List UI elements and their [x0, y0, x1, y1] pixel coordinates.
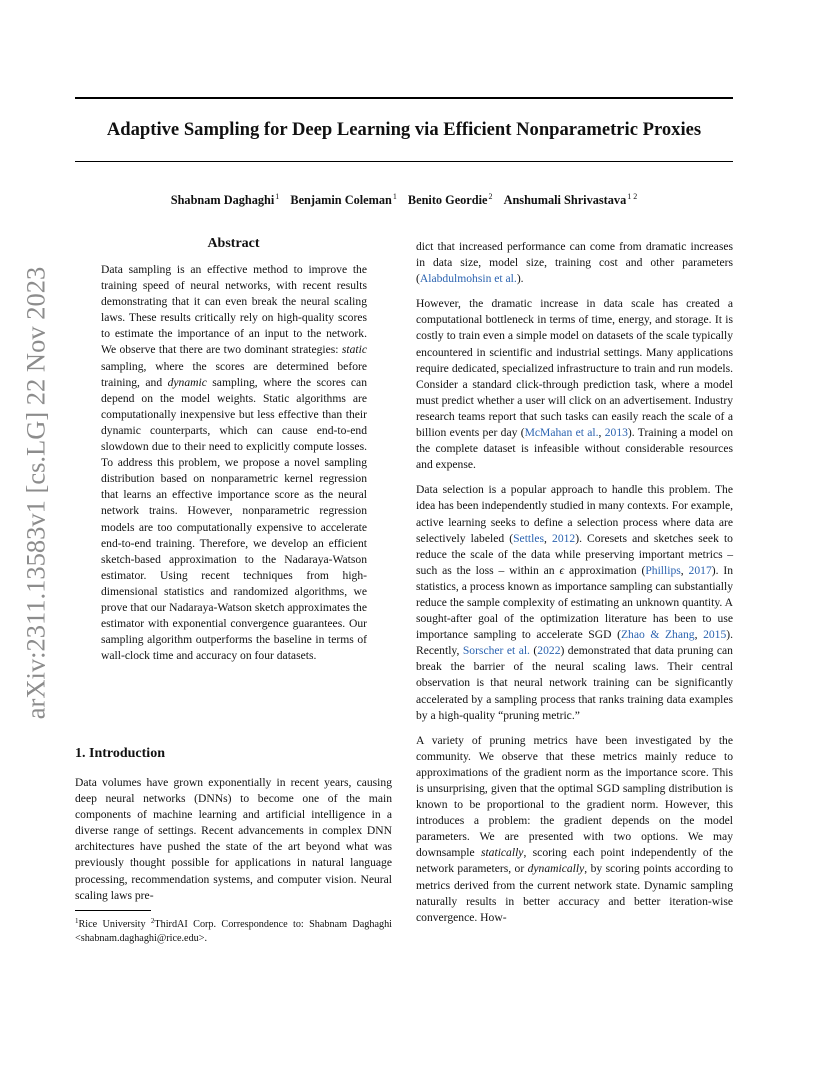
title-bottom-rule: [75, 161, 733, 162]
introduction-paragraph: Data volumes have grown exponentially in recent years, causing deep neural networks (DNNs) to become one of the main components of machine learning and artificial intelligence in a diverse range of settings. Recent advancements in complex DNN architectures have pushed the state of the art beyond what was previously thought possible for applications in natural language processing, recommendation systems, and computer vision. Neural scaling laws pre-: [75, 776, 392, 902]
right-column: [416, 239, 733, 935]
text-run: However, the dramatic increase in data scale has created a computational bottleneck in terms of time, energy, and storage. It is costly to train even a simple model on datasets of the scale typically encountered in scientific and industrial settings. Many applications require dedicated, specialized infrastructure to train and run models. Consider a standard click-through prediction task, where a model must predict whether a user will click on an advertisement. Industry research teams report that such tasks can easily reach the scale of a billion events per day (: [416, 297, 733, 440]
arxiv-identifier: arXiv:2311.13583v1 [cs.LG] 22 Nov 2023: [20, 266, 51, 720]
text-run: ). In statistics, a process known as importance sampling can substantially reduce the sample complexity of estimating an unknown quantity. A sought-after goal of the optimization literature has been to use importance sampling to accelerate SGD (: [416, 563, 734, 642]
text-run: Data selection is a popular approach to handle this problem. The idea has been independently studied in many contexts. For example, active learning seeks to define a selection process where data are selectively labeled (: [416, 483, 733, 545]
text-run: A variety of pruning metrics have been investigated by the community. We observe that these metrics mainly reduce to approximations of the gradient norm as the importance score. This is unsurprising, given that the optimal SGD sampling distribution is known to be proportional to the gradient norm. However, this introduces a problem: the gradient depends on the model parameters. We are presented with two options. We may downsample: [416, 733, 733, 860]
abstract-heading: Abstract: [207, 236, 260, 251]
author: Benjamin Coleman$^1$: [290, 192, 397, 207]
citation-link[interactable]: Alabdulmohsin et al.: [419, 272, 517, 286]
text-run: ).: [516, 272, 524, 286]
citation-link[interactable]: Zhao & Zhang: [620, 628, 695, 642]
introduction-heading: 1. Introduction: [75, 746, 165, 761]
citation-link[interactable]: 2015: [703, 628, 727, 642]
emphasis-text: dynamic: [167, 375, 207, 389]
author: Anshumali Shrivastava$^{1 2}$: [503, 192, 638, 207]
text-run: , scoring each point independently of the network parameters, or: [416, 846, 733, 876]
citation-link[interactable]: 2022: [537, 644, 561, 658]
text-run: Data sampling is an effective method to improve the training speed of neural networks, with recent results demonstrating that it can even break the neural scaling laws. These results critically rely on high-quality scores to estimate the importance of an input to the network. We observe that there are two dominant strategies:: [101, 263, 367, 357]
body-paragraph: [416, 296, 733, 473]
text-run: sampling, where the scores are determined before training, and: [101, 359, 367, 389]
text-run: ,: [680, 563, 689, 577]
author-list: [75, 192, 733, 208]
citation-link[interactable]: Sorscher et al.: [462, 644, 530, 658]
body-paragraph: [416, 733, 733, 926]
text-run: ,: [694, 628, 704, 642]
text-run: ) demonstrated that data pruning can break the barrier of the neural scaling laws. Their central observation is that neural network training can be significantly accelerated by a sampling process that ranks training data examples by a high-quality “pruning metric.”: [416, 644, 733, 722]
citation-link[interactable]: 2012: [552, 531, 576, 545]
text-run: sampling, where the scores can depend on the model weights. Static algorithms are computationally inexpensive but less effective than their dynamic counterparts, which can cause end-to-end slowdown due to their need to explicitly compute losses. To address this problem, we propose a novel sampling distribution based on nonparametric kernel regression that learns an effective importance score as the neural network trains. However, nonparametric regression models are too computationally expensive to accelerate end-to-end training. Therefore, we develop an efficient sketch-based approximation to the Nadaraya-Watson estimator. Using recent techniques from high-dimensional statistics and randomized algorithms, we prove that our Nadaraya-Watson sketch approximates the estimator with exponential convergence guarantees. Our sampling algorithm outperforms the baseline in terms of wall-clock time and accuracy on four datasets.: [101, 375, 367, 663]
title-top-rule: [75, 97, 733, 99]
text-run: , by scoring points according to metrics derived from the current network state. Dynamic sampling naturally results in better accuracy and better iteration-wise convergence. How-: [416, 862, 733, 924]
citation-link[interactable]: Phillips: [645, 563, 681, 577]
text-run: ). Coresets and sketches seek to reduce the scale of the data while preserving important metrics – such as the loss – within an: [416, 531, 733, 577]
paper-title: Adaptive Sampling for Deep Learning via Efficient Nonparametric Proxies: [106, 119, 702, 140]
citation-link[interactable]: 2017: [688, 563, 712, 577]
emphasis-text: ϵ: [559, 563, 565, 577]
text-run: ). Training a model on the complete dataset is infeasible without considerable resources and expense.: [416, 426, 733, 472]
text-run: (: [529, 644, 538, 658]
abstract-body: [101, 262, 367, 664]
author: Benito Geordie$^2$: [407, 192, 493, 207]
emphasis-text: statically: [480, 846, 524, 860]
arxiv-stamp: [18, 266, 54, 720]
citation-link[interactable]: Settles: [513, 531, 545, 545]
body-paragraph: [416, 239, 733, 287]
body-paragraph: [416, 482, 733, 723]
affiliation-footnote: $^1$Rice University $^2$ThirdAI Corp. Correspondence to: Shabnam Daghaghi <shabnam.daghaghi@rice.edu>.: [75, 917, 392, 944]
text-run: ,: [544, 531, 553, 545]
emphasis-text: static: [341, 343, 367, 357]
text-run: approximation (: [564, 563, 646, 577]
author: Shabnam Daghaghi$^1$: [170, 192, 280, 207]
emphasis-text: dynamically: [527, 862, 585, 876]
citation-link[interactable]: McMahan et al.: [524, 426, 599, 440]
citation-link[interactable]: 2013: [604, 426, 628, 440]
text-run: dict that increased performance can come from dramatic increases in data size, model size, training cost and other parameters (: [416, 240, 733, 286]
footnote-rule: [75, 910, 151, 911]
text-run: ). Recently,: [416, 628, 734, 658]
text-run: ,: [598, 426, 605, 440]
